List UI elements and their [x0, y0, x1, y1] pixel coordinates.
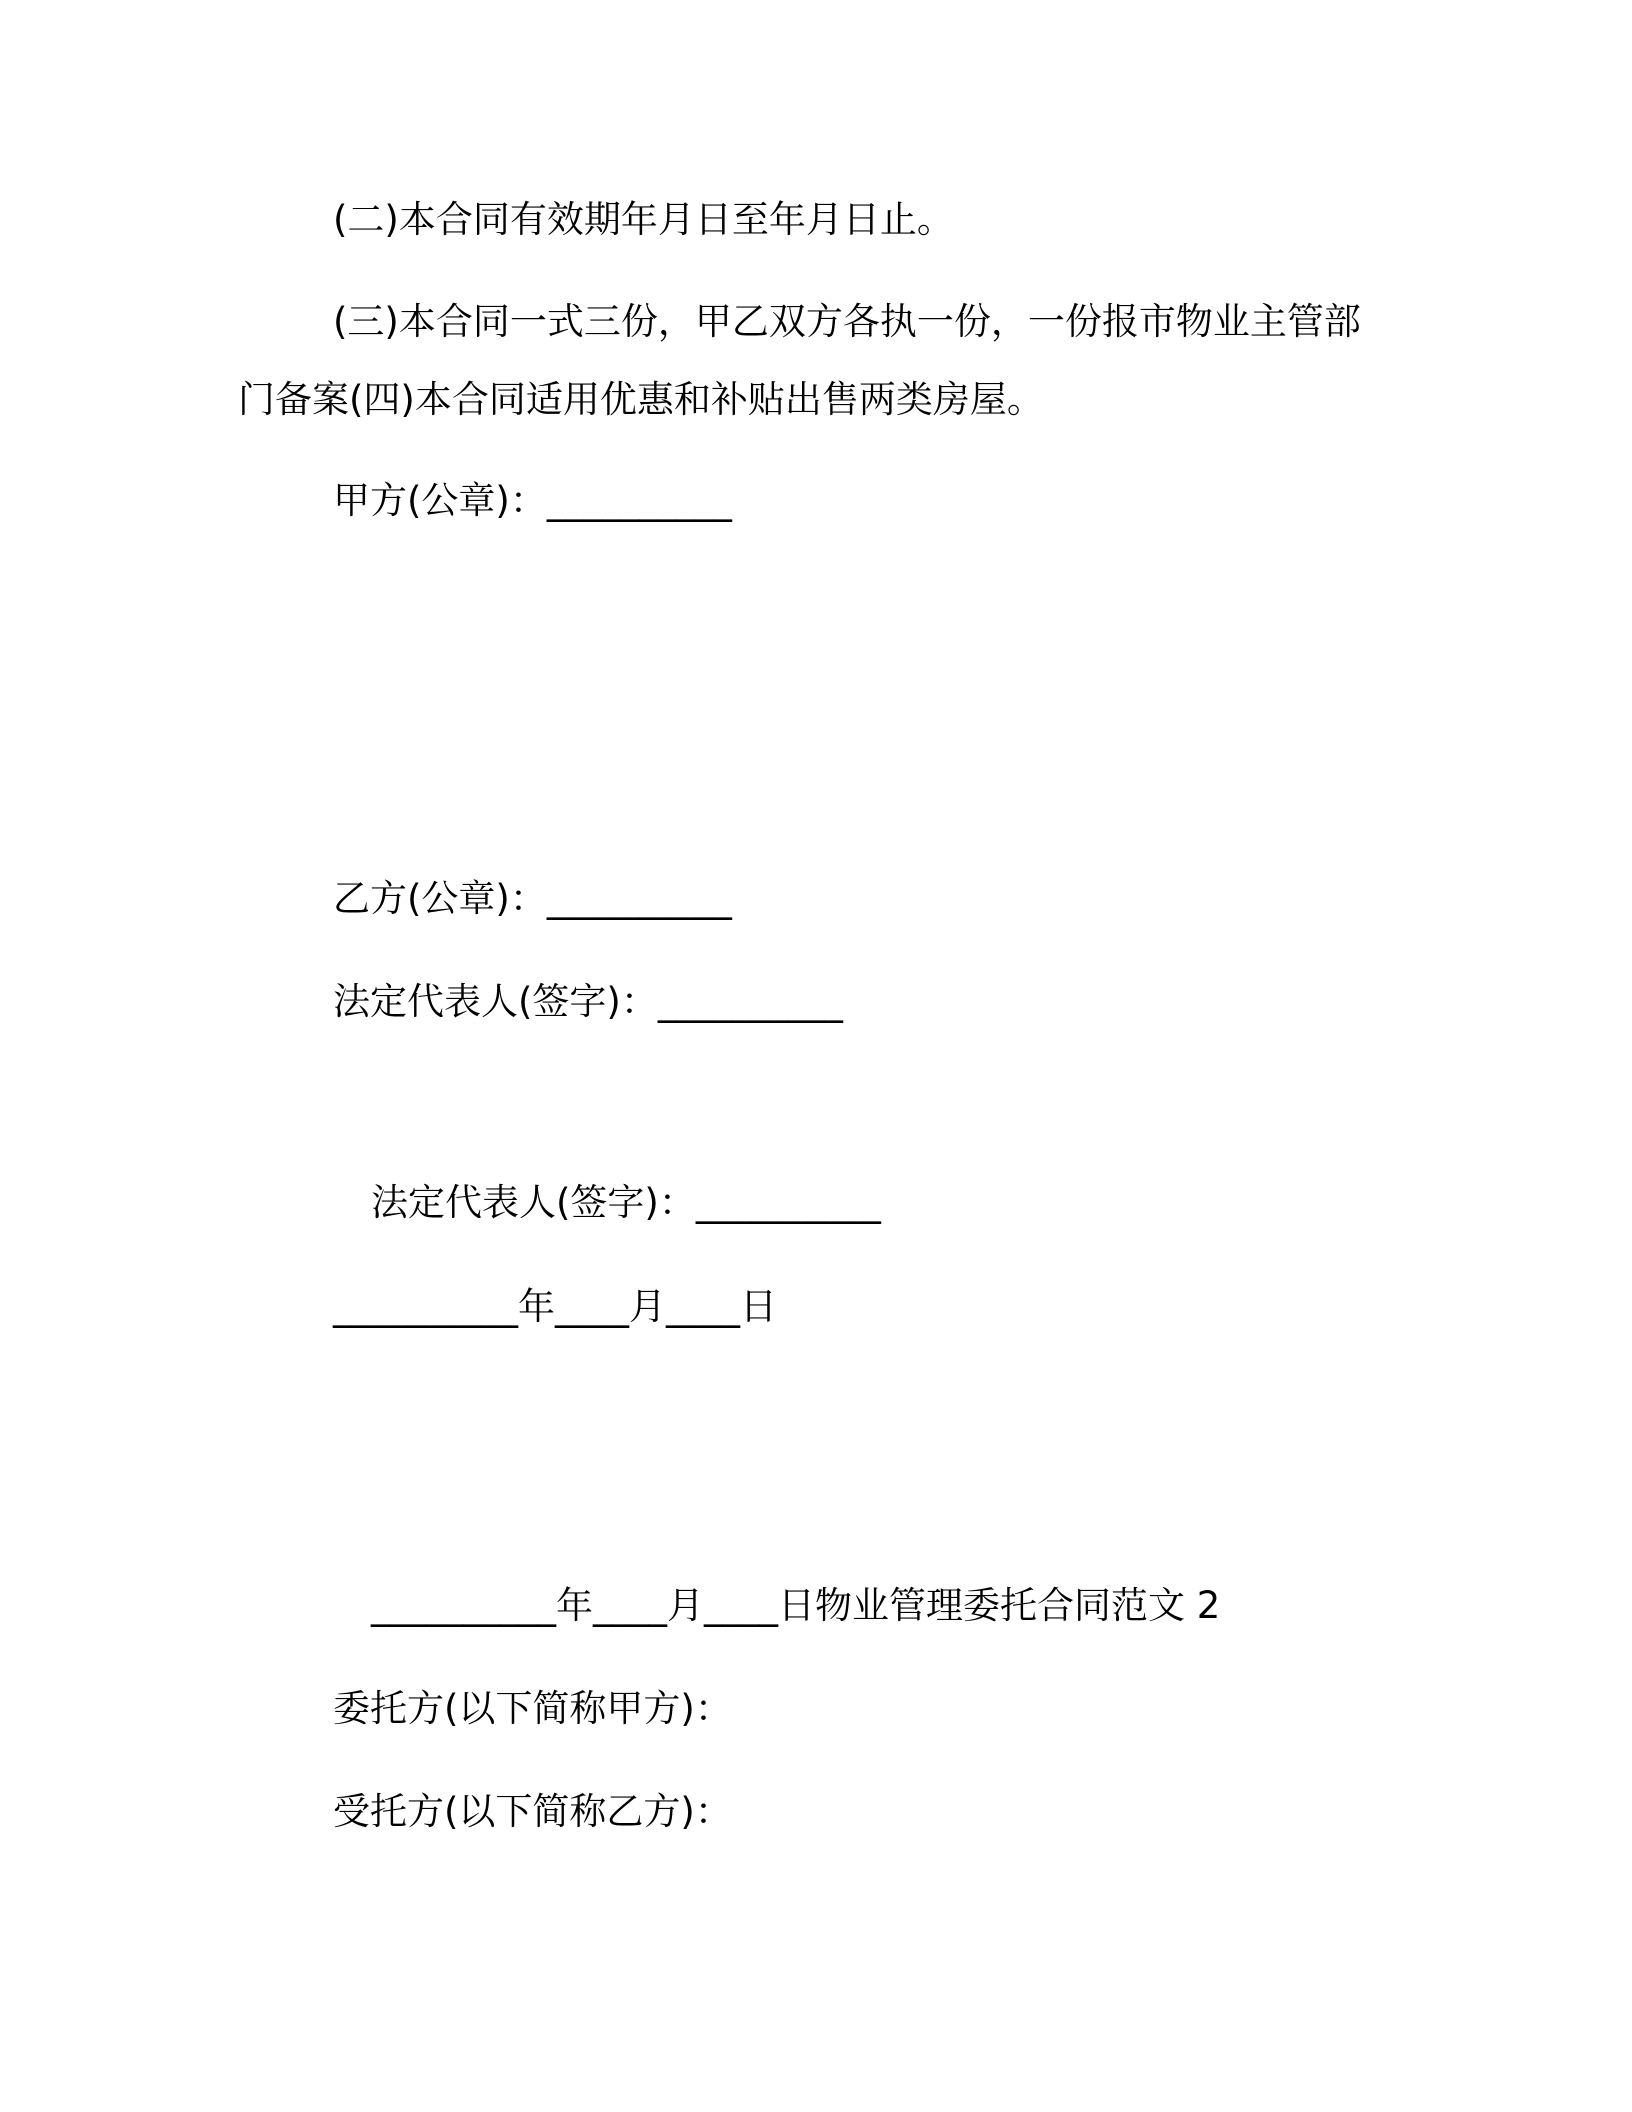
date-field: __________年____月____日	[333, 1285, 777, 1328]
legal-rep-signature-field-1: 法定代表人(签字)：__________	[333, 980, 843, 1023]
legal-rep-signature-field-2: 法定代表人(签字)：__________	[371, 1181, 881, 1224]
party-b-seal-field: 乙方(公章)：__________	[333, 877, 732, 920]
contract-2-heading: __________年____月____日物业管理委托合同范文 2	[371, 1584, 1221, 1627]
agent-party-label: 受托方(以下简称乙方)：	[333, 1790, 732, 1833]
party-a-seal-field: 甲方(公章)：__________	[333, 479, 732, 522]
clause-3-text-line-1: (三)本合同一式三份，甲乙双方各执一份，一份报市物业主管部	[333, 300, 1361, 343]
clause-2-text: (二)本合同有效期年月日至年月日止。	[333, 198, 954, 241]
clause-3-text-line-2: 门备案(四)本合同适用优惠和补贴出售两类房屋。	[238, 378, 1044, 421]
principal-party-label: 委托方(以下简称甲方)：	[333, 1687, 732, 1730]
